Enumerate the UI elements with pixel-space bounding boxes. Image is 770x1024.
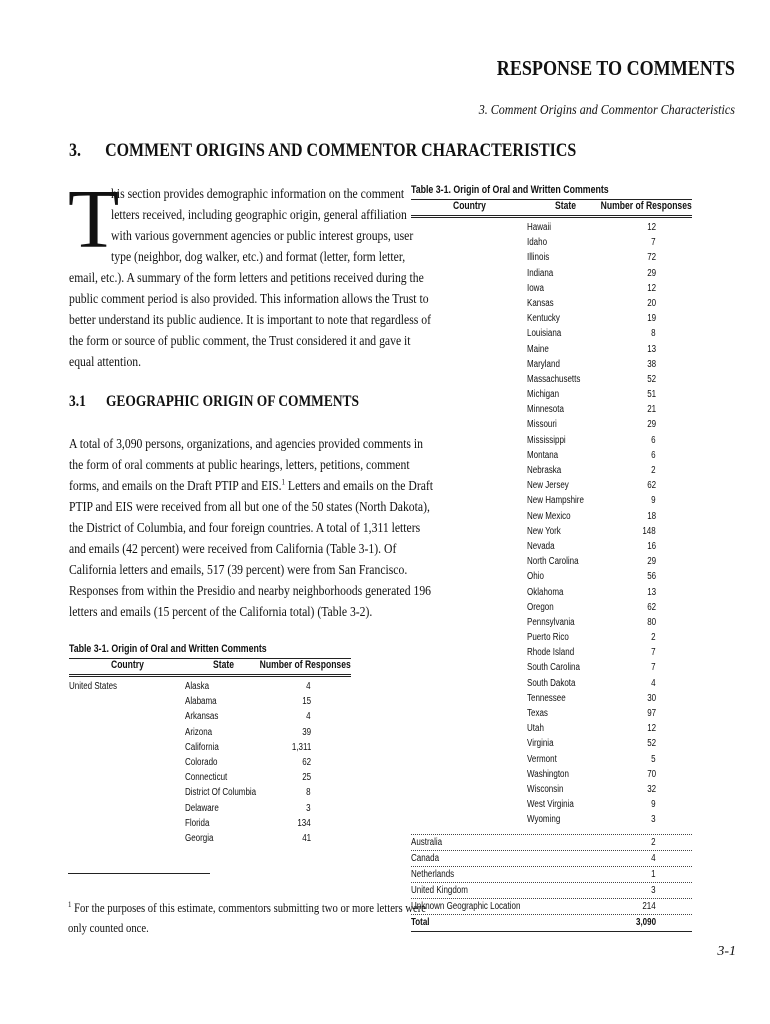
footnote — [68, 898, 426, 938]
footnote-reference[interactable]: 1 — [281, 477, 286, 487]
table-row — [411, 615, 692, 630]
cell-state: New York — [527, 525, 561, 537]
table-row — [411, 797, 692, 812]
table-row — [411, 867, 692, 882]
cell-count: 12 — [647, 222, 656, 233]
cell-state: Hawaii — [527, 222, 552, 233]
table-left-header-responses: Number of Responses — [259, 659, 351, 671]
table-row — [411, 752, 692, 767]
cell-state: Utah — [527, 723, 544, 735]
cell-count: 4 — [651, 677, 656, 689]
cell-count: 2 — [651, 632, 656, 644]
table-row — [411, 387, 692, 402]
cell-country: Canada — [411, 853, 440, 864]
total-label: Total — [411, 917, 430, 928]
section-heading — [69, 140, 576, 162]
table-row — [69, 755, 351, 770]
cell-count: 5 — [651, 753, 656, 765]
table-right-body — [411, 220, 692, 828]
cell-count: 62 — [647, 480, 656, 492]
paragraph-line-3 — [69, 476, 433, 497]
cell-count: 3 — [306, 802, 311, 814]
cell-state: Rhode Island — [527, 647, 575, 659]
cell-state: Iowa — [527, 282, 544, 294]
table-left-header-country: Country — [111, 659, 144, 671]
cell-count: 2 — [651, 465, 656, 476]
cell-count: 8 — [306, 787, 311, 799]
table-row — [69, 679, 351, 694]
cell-count: 52 — [647, 738, 656, 750]
table-row — [411, 493, 692, 508]
cell-country: United Kingdom — [411, 885, 468, 896]
cell-state: Puerto Rico — [527, 632, 569, 644]
drop-cap: T — [68, 173, 120, 266]
table-row — [411, 736, 692, 751]
table-row — [411, 835, 692, 850]
cell-state: Nebraska — [527, 465, 562, 476]
cell-state: Pennsylvania — [527, 616, 575, 628]
cell-state: Louisiana — [527, 328, 562, 340]
cell-state: Indiana — [527, 267, 554, 279]
table-row — [411, 342, 692, 357]
table-row — [411, 417, 692, 432]
paragraph-line-9: letters and emails (15 percent of the California total) (Table 3-2). — [69, 604, 373, 619]
intro-line-3: with various government agencies or public interest groups, user — [111, 228, 414, 243]
paragraph-line-3-tail: Letters and emails on the Draft — [285, 478, 434, 493]
intro-line-9: equal attention. — [69, 354, 142, 369]
footnote-text-line-1: For the purposes of this estimate, commentors submitting two or more letters were — [74, 901, 427, 915]
cell-state: Oklahoma — [527, 586, 564, 598]
table-bottom-rule — [411, 931, 692, 932]
cell-state: Oregon — [527, 601, 554, 613]
cell-count: 97 — [647, 708, 656, 719]
cell-state: Colorado — [185, 756, 218, 768]
cell-count: 148 — [642, 525, 656, 537]
paragraph-line-4: PTIP and EIS were received from all but one of the 50 states (North Dakota), — [69, 499, 430, 514]
cell-state: Alabama — [185, 696, 217, 708]
cell-state: Washington — [527, 768, 569, 780]
table-row — [411, 296, 692, 311]
table-row — [411, 706, 692, 721]
table-row — [411, 645, 692, 660]
cell-state: Montana — [527, 449, 559, 461]
table-row — [411, 524, 692, 539]
cell-count: 214 — [642, 901, 656, 912]
intro-line-7: better understand its public audience. It is important to note that regardless of — [69, 312, 431, 327]
table-row — [411, 357, 692, 372]
cell-state: Tennessee — [527, 692, 566, 704]
cell-count: 9 — [651, 495, 656, 507]
table-row — [411, 266, 692, 281]
footnote-text-line-2: only counted once. — [68, 921, 149, 935]
cell-count: 12 — [647, 723, 656, 735]
cell-count: 72 — [647, 252, 656, 264]
table-row — [411, 220, 692, 235]
cell-state: Arizona — [185, 726, 213, 738]
cell-count: 7 — [651, 662, 656, 674]
cell-state: Wyoming — [527, 814, 561, 826]
table-row — [411, 600, 692, 615]
cell-country: Netherlands — [411, 869, 455, 880]
cell-count: 39 — [302, 726, 311, 738]
cell-country: Australia — [411, 837, 443, 848]
table-row — [411, 660, 692, 675]
footnote-separator — [68, 873, 210, 874]
intro-line-1: his section provides demographic information on the comment — [111, 186, 405, 201]
cell-count: 29 — [647, 556, 656, 568]
table-row — [411, 812, 692, 827]
cell-count: 52 — [647, 373, 656, 385]
cell-count: 56 — [647, 571, 656, 583]
cell-state: Georgia — [185, 832, 214, 844]
paragraph-line-3-text: forms, and emails on the Draft PTIP and EIS. — [69, 478, 282, 493]
cell-count: 13 — [647, 586, 656, 598]
paragraph-line-1: A total of 3,090 persons, organizations, and agencies provided comments in — [69, 436, 424, 451]
table-row — [411, 250, 692, 265]
table-left-body — [69, 679, 351, 846]
cell-state: Alaska — [185, 681, 210, 692]
table-row — [411, 478, 692, 493]
intro-line-2: letters received, including geographic origin, general affiliation — [111, 207, 407, 222]
cell-count: 18 — [647, 510, 656, 522]
subsection-number: 3.1 — [69, 393, 86, 410]
cell-count: 32 — [647, 783, 656, 795]
cell-count: 13 — [647, 343, 656, 355]
cell-count: 70 — [647, 768, 656, 780]
table-row — [411, 883, 692, 898]
cell-count: 19 — [647, 313, 656, 325]
table-row — [411, 539, 692, 554]
cell-count: 29 — [647, 419, 656, 431]
cell-count: 6 — [651, 449, 656, 461]
intro-line-5: email, etc.). A summary of the form letters and petitions received during the — [69, 270, 424, 285]
subsection-heading — [69, 393, 359, 411]
cell-count: 3 — [651, 885, 656, 896]
paragraph-line-2: the form of oral comments at public hearings, letters, petitions, comment — [69, 457, 410, 472]
cell-country: Unknown Geographic Location — [411, 901, 521, 912]
cell-count: 62 — [302, 756, 311, 768]
cell-count: 30 — [647, 692, 656, 704]
cell-count: 51 — [647, 389, 656, 401]
cell-count: 1 — [651, 869, 656, 880]
cell-state: Idaho — [527, 237, 548, 249]
cell-state: Delaware — [185, 802, 219, 814]
table-row — [69, 740, 351, 755]
total-count: 3,090 — [635, 917, 656, 928]
cell-state: Michigan — [527, 389, 560, 401]
table-row — [411, 402, 692, 417]
cell-country: United States — [69, 681, 118, 692]
table-row — [411, 448, 692, 463]
intro-line-8: the form or source of public comment, the Trust considered it and gave it — [69, 333, 411, 348]
table-row — [411, 372, 692, 387]
cell-state: Maine — [527, 343, 549, 355]
table-right-header-responses: Number of Responses — [600, 200, 692, 212]
cell-state: Massachusetts — [527, 373, 581, 385]
cell-state: Vermont — [527, 753, 557, 765]
table-row — [411, 463, 692, 478]
table-right — [411, 184, 692, 928]
table-left-title: Table 3-1. Origin of Oral and Written Comments — [69, 643, 267, 655]
cell-state: Arkansas — [185, 711, 219, 723]
cell-count: 41 — [302, 832, 311, 844]
table-left — [69, 643, 351, 844]
table-row — [411, 851, 692, 866]
cell-count: 62 — [647, 601, 656, 613]
section-number: 3. — [69, 140, 81, 161]
cell-state: New Mexico — [527, 510, 571, 522]
cell-count: 15 — [302, 696, 311, 708]
footnote-marker: 1 — [68, 899, 72, 909]
cell-count: 2 — [651, 837, 656, 848]
table-row — [411, 235, 692, 250]
cell-count: 16 — [647, 540, 656, 552]
table-row — [411, 782, 692, 797]
cell-count: 12 — [647, 282, 656, 294]
table-row — [411, 691, 692, 706]
table-row — [411, 311, 692, 326]
cell-state: Kansas — [527, 297, 554, 309]
cell-state: Kentucky — [527, 313, 560, 325]
cell-count: 25 — [302, 772, 311, 784]
cell-state: New Hampshire — [527, 495, 584, 507]
cell-state: Minnesota — [527, 404, 564, 416]
table-row — [411, 554, 692, 569]
table-row — [411, 433, 692, 448]
table-total-row — [411, 915, 692, 930]
cell-state: North Carolina — [527, 556, 579, 568]
cell-count: 29 — [647, 267, 656, 279]
cell-state: New Jersey — [527, 480, 569, 492]
table-row — [411, 281, 692, 296]
cell-count: 4 — [306, 711, 311, 723]
subsection-title: GEOGRAPHIC ORIGIN OF COMMENTS — [105, 393, 359, 410]
cell-state: Texas — [527, 708, 548, 719]
table-right-header-country: Country — [453, 200, 486, 212]
table-row — [411, 899, 692, 914]
cell-state: Ohio — [527, 571, 544, 583]
table-row — [69, 770, 351, 785]
paragraph-line-6: and emails (42 percent) were received from California (Table 3-1). Of — [69, 541, 397, 556]
document-header-subtitle: 3. Comment Origins and Commentor Characteristics — [478, 103, 735, 118]
table-row — [411, 721, 692, 736]
cell-state: Illinois — [527, 252, 550, 264]
page-number: 3-1 — [717, 944, 736, 959]
table-row — [411, 767, 692, 782]
table-row — [69, 709, 351, 724]
cell-count: 21 — [647, 404, 656, 416]
table-row — [411, 676, 692, 691]
cell-count: 1,311 — [291, 741, 311, 753]
table-row — [411, 569, 692, 584]
table-row — [69, 816, 351, 831]
cell-state: District Of Columbia — [185, 787, 257, 799]
cell-count: 4 — [651, 853, 656, 864]
table-right-title: Table 3-1. Origin of Oral and Written Comments — [411, 184, 609, 196]
table-right-header-state: State — [555, 200, 576, 212]
paragraph-line-7: California letters and emails, 517 (39 percent) were from San Francisco. — [69, 562, 408, 577]
cell-state: Wisconsin — [527, 783, 564, 795]
cell-count: 20 — [647, 297, 656, 309]
paragraph-line-8: Responses from within the Presidio and nearby neighborhoods generated 196 — [69, 583, 432, 598]
cell-count: 3 — [651, 814, 656, 826]
cell-state: Mississippi — [527, 434, 566, 446]
table-row — [411, 509, 692, 524]
cell-state: South Dakota — [527, 677, 576, 689]
table-row — [69, 694, 351, 709]
table-row — [69, 801, 351, 816]
table-row — [411, 326, 692, 341]
cell-state: Virginia — [527, 738, 554, 750]
table-row — [69, 831, 351, 846]
intro-line-4: type (neighbor, dog walker, etc.) and format (letter, form letter, — [111, 249, 406, 264]
cell-state: Connecticut — [185, 772, 228, 784]
intro-line-6: public comment period is also provided. This information allows the Trust to — [69, 291, 429, 306]
cell-count: 6 — [651, 434, 656, 446]
paragraph-line-5: the District of Columbia, and four foreign countries. A total of 1,311 letters — [69, 520, 421, 535]
cell-count: 8 — [651, 328, 656, 340]
cell-count: 80 — [647, 616, 656, 628]
section-title: COMMENT ORIGINS AND COMMENTOR CHARACTERISTICS — [105, 140, 577, 161]
cell-state: Florida — [185, 817, 210, 829]
cell-state: Missouri — [527, 419, 557, 431]
cell-state: South Carolina — [527, 662, 580, 674]
cell-state: West Virginia — [527, 799, 574, 811]
cell-state: Nevada — [527, 540, 555, 552]
cell-state: California — [185, 741, 219, 753]
cell-count: 134 — [297, 817, 311, 829]
table-row — [69, 725, 351, 740]
cell-count: 38 — [647, 358, 656, 370]
cell-count: 9 — [651, 799, 656, 811]
table-row — [411, 585, 692, 600]
cell-count: 7 — [651, 237, 656, 249]
cell-state: Maryland — [527, 358, 560, 370]
table-left-header-state: State — [213, 659, 234, 671]
table-row — [411, 630, 692, 645]
cell-count: 4 — [306, 681, 311, 692]
table-row — [69, 785, 351, 800]
document-header-title: RESPONSE TO COMMENTS — [496, 56, 735, 80]
cell-count: 7 — [651, 647, 656, 659]
